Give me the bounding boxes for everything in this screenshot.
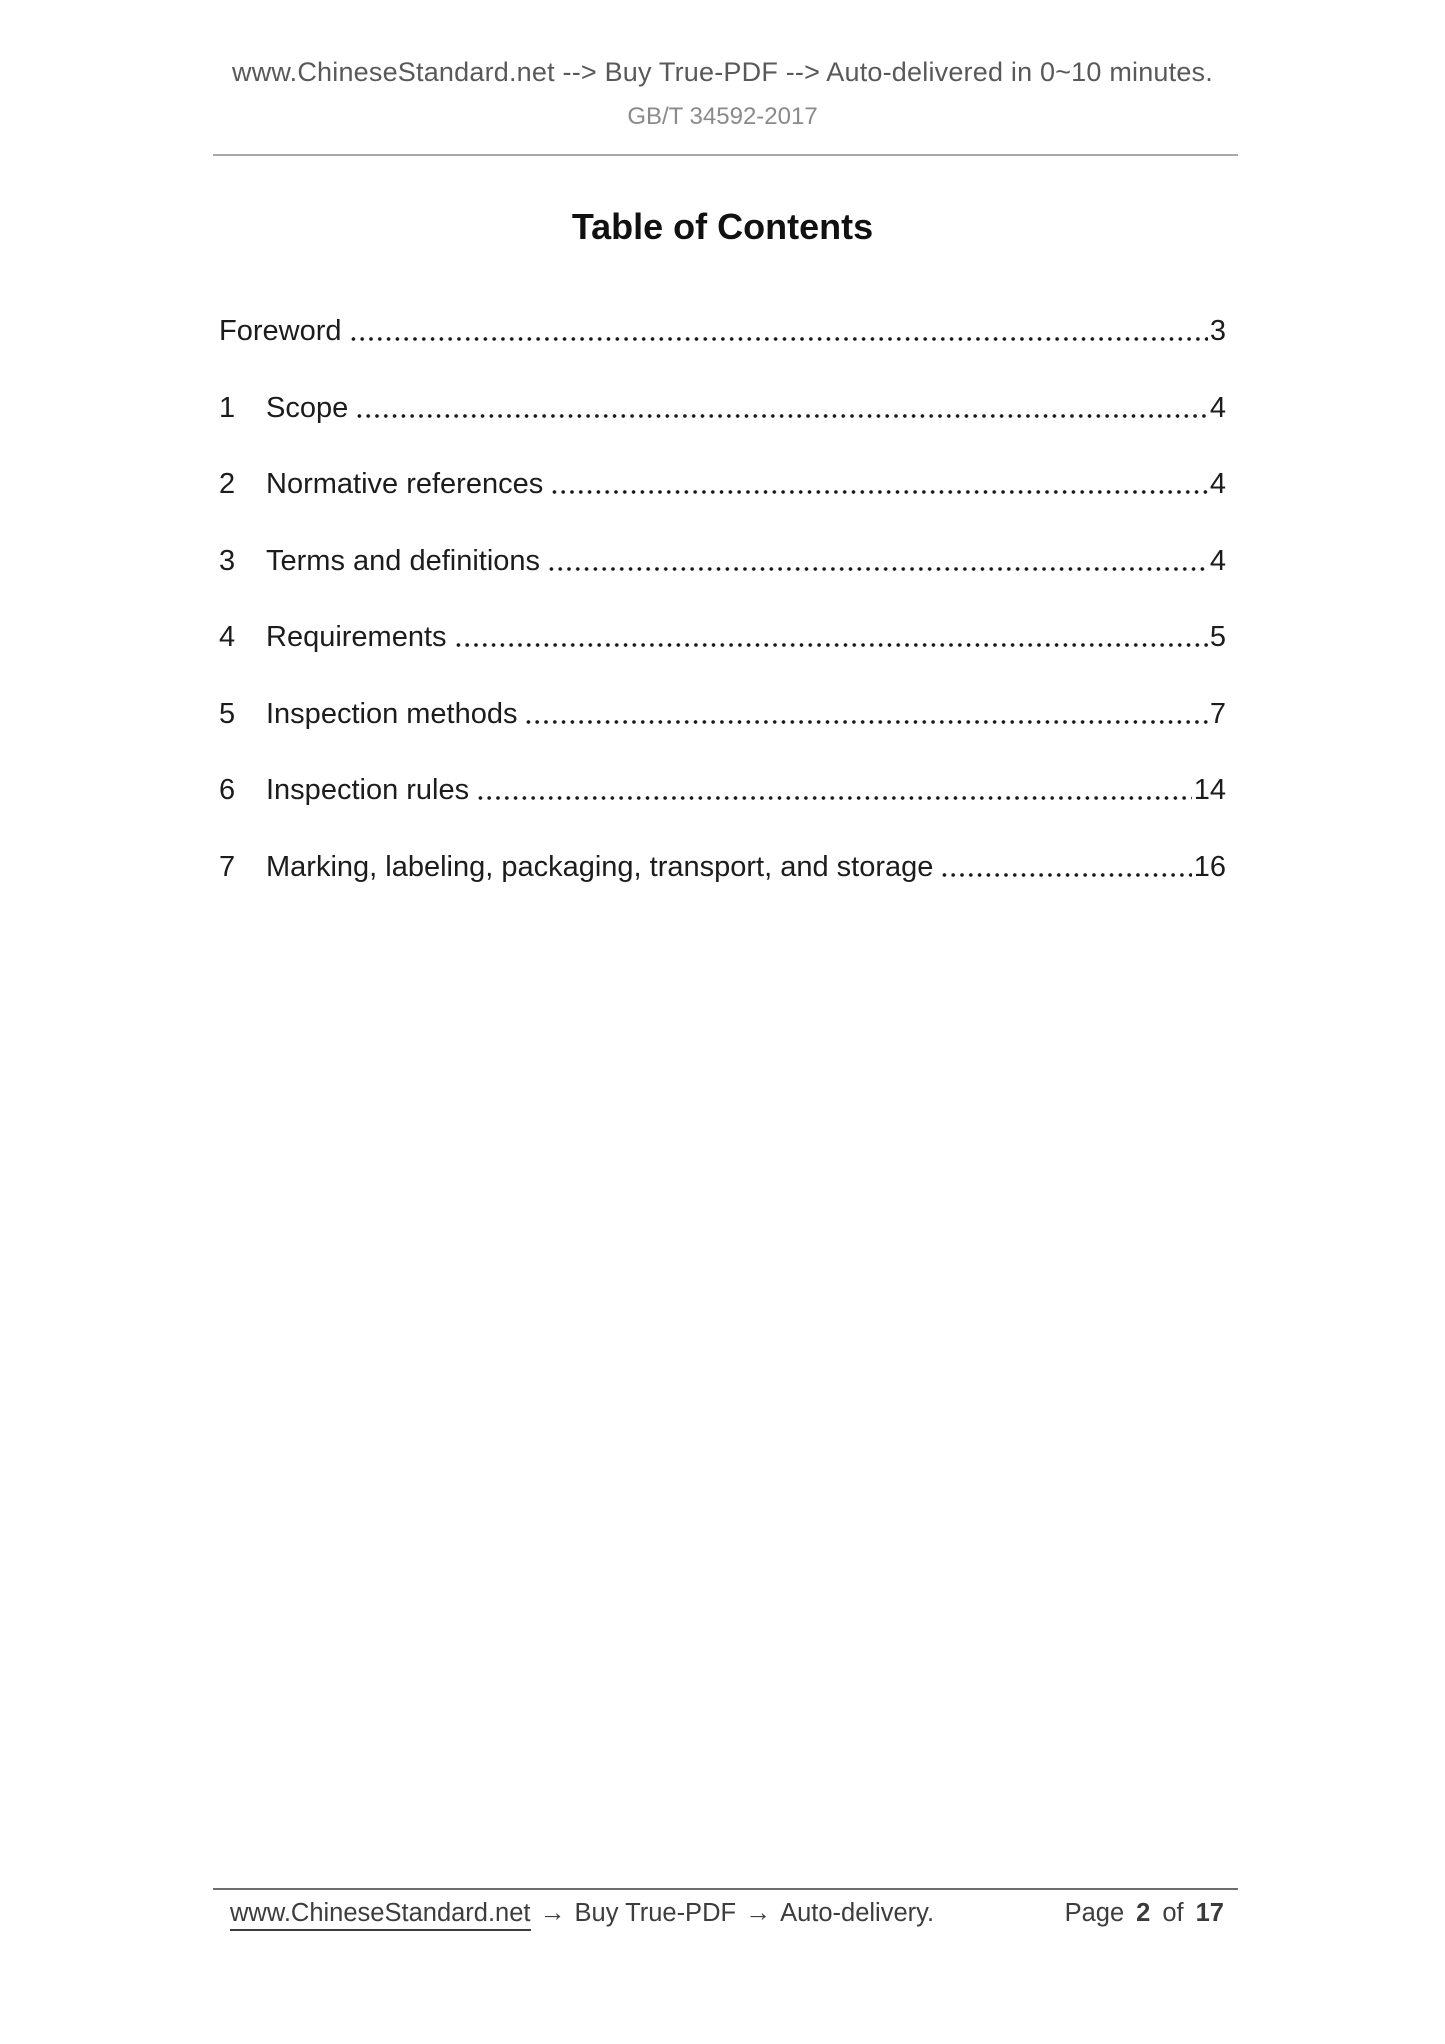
toc-entry-label: Inspection rules xyxy=(266,774,470,806)
toc-list xyxy=(213,314,1242,926)
toc-entry-number: 6 xyxy=(219,774,236,806)
toc-dot-leader xyxy=(349,314,1208,348)
page-indicator xyxy=(1065,1899,1238,1928)
toc-entry-page: 5 xyxy=(1209,621,1226,653)
document-number: GB/T 34592-2017 xyxy=(627,103,818,130)
toc-dot-leader xyxy=(454,620,1208,654)
toc-entry-page: 7 xyxy=(1209,697,1226,730)
footer-buy-text: Buy True-PDF xyxy=(574,1899,737,1927)
page-label: Page xyxy=(1064,1899,1125,1927)
toc-entry-page: 3 xyxy=(1209,315,1226,347)
toc-entry xyxy=(219,773,1226,850)
right-arrow-icon: → xyxy=(745,1897,772,1927)
toc-dot-leader xyxy=(355,391,1208,425)
toc-entry-label: Normative references xyxy=(266,468,544,500)
toc-entry-number: 4 xyxy=(219,621,236,653)
toc-entry-label: Inspection methods xyxy=(266,697,518,730)
toc-entry-number: 1 xyxy=(219,391,236,424)
toc-dot-leader xyxy=(524,697,1207,731)
footer xyxy=(213,1897,1238,1931)
toc-entry-label: Foreword xyxy=(219,315,342,347)
toc-entry xyxy=(219,391,1226,468)
toc-dot-leader xyxy=(547,544,1208,578)
footer-left-group xyxy=(213,1897,934,1931)
toc-entry-number: 7 xyxy=(219,850,236,883)
toc-entry-number: 2 xyxy=(219,468,236,500)
header-divider xyxy=(213,154,1238,156)
toc-entry-number: 3 xyxy=(219,544,236,577)
toc-entry xyxy=(219,850,1226,927)
toc-entry xyxy=(219,544,1226,621)
toc-entry-page: 4 xyxy=(1209,468,1226,500)
toc-entry-number: 5 xyxy=(219,697,236,730)
toc-dot-leader xyxy=(940,850,1191,884)
toc-entry xyxy=(219,467,1226,544)
toc-entry xyxy=(219,314,1226,391)
toc-entry-label: Scope xyxy=(266,391,349,424)
page-title: Table of Contents xyxy=(571,206,874,247)
toc-entry xyxy=(219,620,1226,697)
toc-entry-page: 4 xyxy=(1209,544,1226,577)
footer-site-link[interactable]: www.ChineseStandard.net xyxy=(230,1899,531,1931)
right-arrow-icon: → xyxy=(539,1897,566,1927)
toc-entry-page: 4 xyxy=(1209,391,1226,424)
toc-dot-leader xyxy=(476,773,1192,807)
footer-divider xyxy=(213,1888,1238,1890)
toc-entry xyxy=(219,697,1226,774)
toc-entry-label: Requirements xyxy=(266,621,447,653)
toc-entry-label: Marking, labeling, packaging, transport, and storage xyxy=(266,850,934,883)
toc-dot-leader xyxy=(550,467,1208,501)
toc-entry-page: 16 xyxy=(1193,850,1226,883)
page-of-label: of xyxy=(1162,1899,1184,1927)
toc-entry-label: Terms and definitions xyxy=(266,544,541,577)
page-current: 2 xyxy=(1136,1899,1151,1927)
footer-delivery-text: Auto-delivery. xyxy=(780,1899,935,1927)
page-total: 17 xyxy=(1195,1899,1224,1927)
toc-entry-page: 14 xyxy=(1193,774,1226,806)
header-banner-text: www.ChineseStandard.net --> Buy True-PDF --> Auto-delivered in 0~10 minutes. xyxy=(232,57,1213,87)
